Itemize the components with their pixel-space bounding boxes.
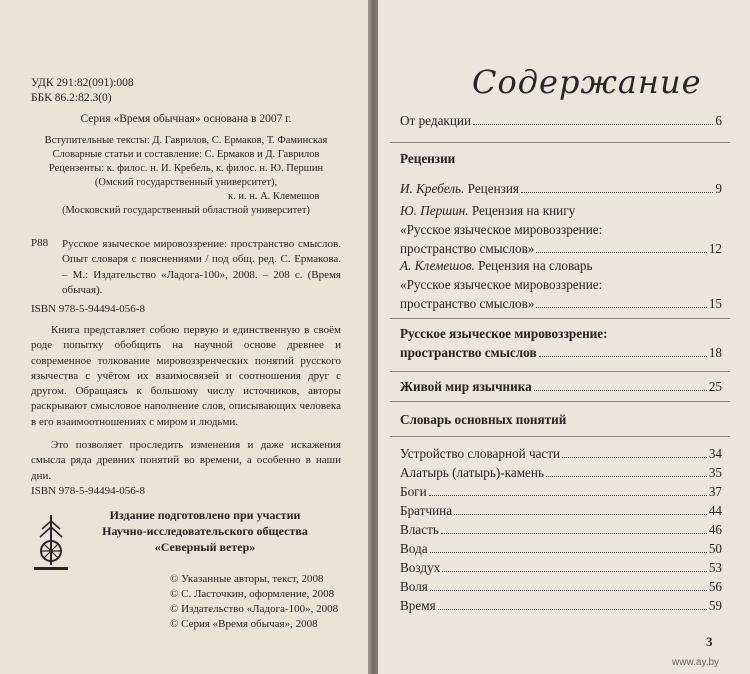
left-page	[0, 0, 370, 674]
toc-entry-author: И. Кребель.	[400, 181, 465, 196]
credit-line: Словарные статьи и составление: С. Ермаков и Д. Гаврилов	[52, 149, 320, 160]
toc-entry	[400, 541, 722, 557]
toc-leader-dots	[429, 494, 707, 496]
toc-page-number: 34	[708, 446, 722, 461]
toc-leader-dots	[442, 570, 707, 572]
copyright-line: © Издательство «Ладога-100», 2008	[170, 603, 339, 615]
isbn: ISBN 978-5-94494-056-8	[31, 303, 145, 315]
divider	[390, 318, 730, 319]
bibliographic-record: Русское языческое мировоззрение: пространство смыслов. Опыт словаря с пояснениями / под общ. ред. С. Ермакова. – М.: Издательство «Ладога-100», 2008. – 208 с. (Время обычая).	[62, 238, 341, 296]
toc-entry	[400, 113, 722, 129]
toc-entry-text: «Русское языческое мировоззрение:	[400, 277, 603, 292]
toc-leader-dots	[536, 251, 706, 253]
bib-code: Р88	[31, 237, 49, 249]
watermark: www.ay.by	[672, 657, 720, 668]
toc-leader-dots	[473, 123, 713, 125]
toc-entry	[400, 277, 602, 293]
toc-entry-text: Русское языческое мировоззрение:	[400, 326, 608, 341]
toc-entry	[400, 241, 722, 257]
toc-page-number: 9	[715, 181, 722, 196]
publisher-note: «Северный ветер»	[154, 540, 256, 554]
toc-leader-dots	[441, 532, 707, 534]
copyright-line: © С. Ласточкин, оформление, 2008	[170, 588, 335, 600]
toc-entry-text: Власть	[400, 522, 439, 537]
toc-leader-dots	[534, 389, 707, 391]
toc-page-number: 12	[708, 241, 722, 256]
toc-entry-text: Воля	[400, 579, 428, 594]
toc-entry-title: Рецензия на книгу	[468, 203, 576, 218]
toc-entry-author: Ю. Першин.	[400, 203, 469, 218]
toc-page-number: 46	[708, 522, 722, 537]
toc-entry-text: Словарь основных понятий	[400, 412, 567, 427]
toc-entry-text: Воздух	[400, 560, 441, 575]
toc-entry-text: Живой мир язычника	[400, 379, 532, 394]
annotation: Книга представляет собою первую и единственную в своём роде попытку обобщить на научной основе древнее и современное толкование мировоззренческих понятий русского язычества с учётом их взаимосвязей и соотношения друг с другом. Обращаясь к большому числу источников, авторы раскрывают смысловое наполнение слов, описывающих человека в его взаимоотношениях с миром и людьми.	[31, 324, 341, 428]
toc-entry	[400, 560, 722, 576]
toc-section-heading	[400, 412, 566, 428]
toc-entry-text: Боги	[400, 484, 427, 499]
toc-entry-title: Рецензия	[464, 181, 519, 196]
toc-entry-text	[400, 203, 575, 218]
series-note: Серия «Время обычная» основана в 2007 г.	[80, 113, 292, 125]
toc-page-number: 15	[708, 296, 722, 311]
toc-page-number: 18	[708, 345, 722, 360]
toc-page-number: 35	[708, 465, 722, 480]
toc-entry	[400, 222, 602, 238]
toc-entry-title: Рецензия на словарь	[474, 258, 593, 273]
toc-leader-dots	[562, 456, 707, 458]
toc-entry-text: «Русское языческое мировоззрение:	[400, 222, 603, 237]
toc-leader-dots	[430, 551, 707, 553]
toc-section-heading	[400, 326, 608, 342]
toc-entry	[400, 446, 722, 462]
divider	[390, 401, 730, 402]
toc-entry	[400, 181, 722, 197]
publisher-note: Издание подготовлено при участии	[109, 508, 301, 522]
toc-entry-text: пространство смыслов	[400, 345, 537, 360]
bbk-code: ББК 86.2:82.3(0)	[31, 92, 112, 104]
toc-entry-text: Время	[400, 598, 436, 613]
toc-entry	[400, 296, 722, 312]
toc-entry-text: пространство смыслов»	[400, 296, 535, 311]
toc-entry-text: пространство смыслов»	[400, 241, 535, 256]
toc-entry-text: Вода	[400, 541, 428, 556]
credit-line: к. и. н. А. Клемешов	[228, 191, 320, 202]
annotation: Это позволяет проследить изменения и даже искажения смысла ряда древних понятий во времени, а особенно в наши дни.	[31, 439, 341, 482]
toc-leader-dots	[438, 608, 707, 610]
toc-entry	[400, 203, 575, 219]
divider	[390, 142, 730, 143]
toc-entry	[400, 484, 722, 500]
page-number: 3	[706, 634, 713, 649]
udk-code: УДК 291:82(091):008	[31, 77, 134, 89]
toc-leader-dots	[539, 355, 707, 357]
credit-line: (Московский государственный областной университет)	[62, 205, 310, 216]
toc-entry	[400, 579, 722, 595]
toc-entry-text	[400, 181, 519, 197]
toc-page-number: 59	[708, 598, 722, 613]
toc-page-number: 53	[708, 560, 722, 575]
toc-entry-author: А. Клемешов.	[400, 258, 475, 273]
divider	[390, 436, 730, 437]
toc-entry	[400, 465, 722, 481]
toc-entry	[400, 258, 593, 274]
toc-entry	[400, 598, 722, 614]
toc-entry-text: Устройство словарной части	[400, 446, 561, 461]
toc-leader-dots	[521, 191, 713, 193]
toc-section-heading	[400, 379, 722, 395]
toc-page-number: 56	[708, 579, 722, 594]
isbn: ISBN 978-5-94494-056-8	[31, 485, 145, 497]
table-of-contents	[400, 0, 722, 674]
toc-page-number: 25	[708, 379, 722, 394]
credit-line: Рецензенты: к. филос. н. И. Кребель, к. филос. н. Ю. Першин	[48, 163, 324, 174]
toc-entry-text	[400, 258, 593, 273]
toc-section-heading	[400, 345, 722, 361]
toc-page-number: 44	[708, 503, 722, 518]
toc-section-heading	[400, 151, 455, 167]
toc-entry-text: Рецензии	[400, 151, 456, 166]
publisher-note: Научно-исследовательского общества	[102, 524, 308, 538]
toc-page-number: 50	[708, 541, 722, 556]
toc-leader-dots	[454, 513, 707, 515]
credit-line: (Омский государственный университет),	[94, 177, 278, 188]
divider	[390, 371, 730, 372]
toc-leader-dots	[546, 475, 707, 477]
copyright-line: © Указанные авторы, текст, 2008	[170, 573, 324, 585]
toc-entry-text: От редакции	[400, 113, 471, 128]
toc-entry	[400, 522, 722, 538]
copyright-line: © Серия «Время обычая», 2008	[170, 618, 318, 630]
toc-title: Содержание	[472, 63, 702, 101]
credit-line: Вступительные тексты: Д. Гаврилов, С. Ермаков, Т. Фаминская	[44, 135, 328, 146]
toc-leader-dots	[536, 306, 706, 308]
toc-entry-text: Алатырь (латырь)-камень	[400, 465, 544, 480]
toc-entry	[400, 503, 722, 519]
toc-entry-text: Братчина	[400, 503, 453, 518]
toc-page-number: 37	[708, 484, 722, 499]
toc-page-number: 6	[715, 113, 722, 128]
toc-leader-dots	[430, 589, 707, 591]
